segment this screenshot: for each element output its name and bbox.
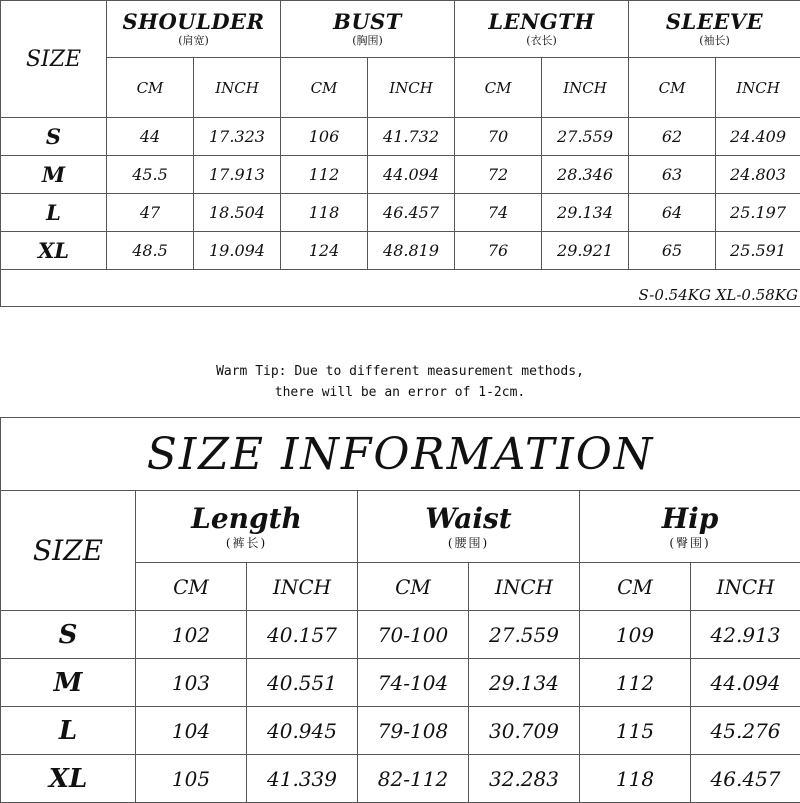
value-cell: 118 (281, 194, 368, 232)
unit-inch: INCH (194, 58, 281, 118)
value-cell: 48.5 (107, 232, 194, 270)
table-row (1, 755, 800, 803)
value-cell: 40.551 (247, 659, 358, 707)
value-cell: 30.709 (469, 707, 580, 755)
length-header (455, 1, 629, 58)
measure-name: BUST (281, 10, 454, 34)
measure-name: Length (136, 503, 357, 535)
value-cell: 118 (580, 755, 691, 803)
value-cell: 109 (580, 611, 691, 659)
measure-cn: (裤长) (136, 535, 357, 551)
value-cell: 25.197 (716, 194, 800, 232)
value-cell: 46.457 (368, 194, 455, 232)
value-cell: 112 (580, 659, 691, 707)
size-cell: S (1, 118, 107, 156)
value-cell: 17.323 (194, 118, 281, 156)
value-cell: 103 (136, 659, 247, 707)
value-cell: 65 (629, 232, 716, 270)
unit-cm: CM (281, 58, 368, 118)
unit-cm: CM (629, 58, 716, 118)
value-cell: 102 (136, 611, 247, 659)
chart-title: SIZE INFORMATION (1, 418, 800, 491)
hip-header (580, 491, 800, 563)
unit-inch: INCH (716, 58, 800, 118)
sleeve-header (629, 1, 800, 58)
measure-cn: (肩宽) (107, 34, 280, 48)
unit-inch: INCH (247, 563, 358, 611)
length-header (136, 491, 358, 563)
size-cell: M (1, 156, 107, 194)
table-row (1, 232, 800, 270)
table-row (1, 659, 800, 707)
value-cell: 25.591 (716, 232, 800, 270)
size-column-header: SIZE (1, 1, 107, 118)
value-cell: 45.276 (691, 707, 800, 755)
warm-tip-line: there will be an error of 1-2cm. (0, 382, 800, 403)
value-cell: 41.732 (368, 118, 455, 156)
unit-cm: CM (580, 563, 691, 611)
value-cell: 70 (455, 118, 542, 156)
measure-cn: (袖长) (629, 34, 800, 48)
warm-tip-line: Warm Tip: Due to different measurement methods, (0, 361, 800, 382)
size-cell: M (1, 659, 136, 707)
size-cell: L (1, 194, 107, 232)
table-row (1, 194, 800, 232)
table-row (1, 707, 800, 755)
value-cell: 63 (629, 156, 716, 194)
measure-cn: (腰围) (358, 535, 579, 551)
size-cell: S (1, 611, 136, 659)
value-cell: 70-100 (358, 611, 469, 659)
measure-cn: (臀围) (580, 535, 800, 551)
top-size-chart (0, 0, 800, 307)
size-column-header: SIZE (1, 491, 136, 611)
size-cell: XL (1, 755, 136, 803)
measure-name: LENGTH (455, 10, 628, 34)
table-row (1, 156, 800, 194)
measure-name: Waist (358, 503, 579, 535)
table-row (1, 118, 800, 156)
value-cell: 104 (136, 707, 247, 755)
value-cell: 27.559 (542, 118, 629, 156)
unit-inch: INCH (368, 58, 455, 118)
value-cell: 44 (107, 118, 194, 156)
value-cell: 64 (629, 194, 716, 232)
bust-header (281, 1, 455, 58)
value-cell: 28.346 (542, 156, 629, 194)
value-cell: 46.457 (691, 755, 800, 803)
value-cell: 40.157 (247, 611, 358, 659)
value-cell: 76 (455, 232, 542, 270)
size-cell: XL (1, 232, 107, 270)
value-cell: 17.913 (194, 156, 281, 194)
value-cell: 24.803 (716, 156, 800, 194)
value-cell: 45.5 (107, 156, 194, 194)
unit-cm: CM (107, 58, 194, 118)
value-cell: 42.913 (691, 611, 800, 659)
warm-tip-note (0, 361, 800, 403)
measure-cn: (衣长) (455, 34, 628, 48)
unit-cm: CM (358, 563, 469, 611)
value-cell: 62 (629, 118, 716, 156)
table-row (1, 611, 800, 659)
value-cell: 41.339 (247, 755, 358, 803)
measure-name: Hip (580, 503, 800, 535)
value-cell: 124 (281, 232, 368, 270)
value-cell: 79-108 (358, 707, 469, 755)
unit-cm: CM (455, 58, 542, 118)
value-cell: 115 (580, 707, 691, 755)
unit-inch: INCH (542, 58, 629, 118)
shoulder-header (107, 1, 281, 58)
measure-name: SLEEVE (629, 10, 800, 34)
value-cell: 29.134 (542, 194, 629, 232)
value-cell: 18.504 (194, 194, 281, 232)
value-cell: 40.945 (247, 707, 358, 755)
weight-note: S-0.54KG XL-0.58KG (1, 270, 800, 307)
unit-inch: INCH (691, 563, 800, 611)
size-information-chart (0, 417, 800, 803)
unit-cm: CM (136, 563, 247, 611)
value-cell: 27.559 (469, 611, 580, 659)
value-cell: 74-104 (358, 659, 469, 707)
value-cell: 32.283 (469, 755, 580, 803)
value-cell: 29.134 (469, 659, 580, 707)
value-cell: 19.094 (194, 232, 281, 270)
value-cell: 44.094 (368, 156, 455, 194)
value-cell: 106 (281, 118, 368, 156)
value-cell: 44.094 (691, 659, 800, 707)
value-cell: 82-112 (358, 755, 469, 803)
unit-inch: INCH (469, 563, 580, 611)
value-cell: 112 (281, 156, 368, 194)
size-cell: L (1, 707, 136, 755)
measure-cn: (胸围) (281, 34, 454, 48)
value-cell: 29.921 (542, 232, 629, 270)
value-cell: 47 (107, 194, 194, 232)
measure-name: SHOULDER (107, 10, 280, 34)
value-cell: 72 (455, 156, 542, 194)
value-cell: 48.819 (368, 232, 455, 270)
value-cell: 24.409 (716, 118, 800, 156)
waist-header (358, 491, 580, 563)
value-cell: 74 (455, 194, 542, 232)
value-cell: 105 (136, 755, 247, 803)
